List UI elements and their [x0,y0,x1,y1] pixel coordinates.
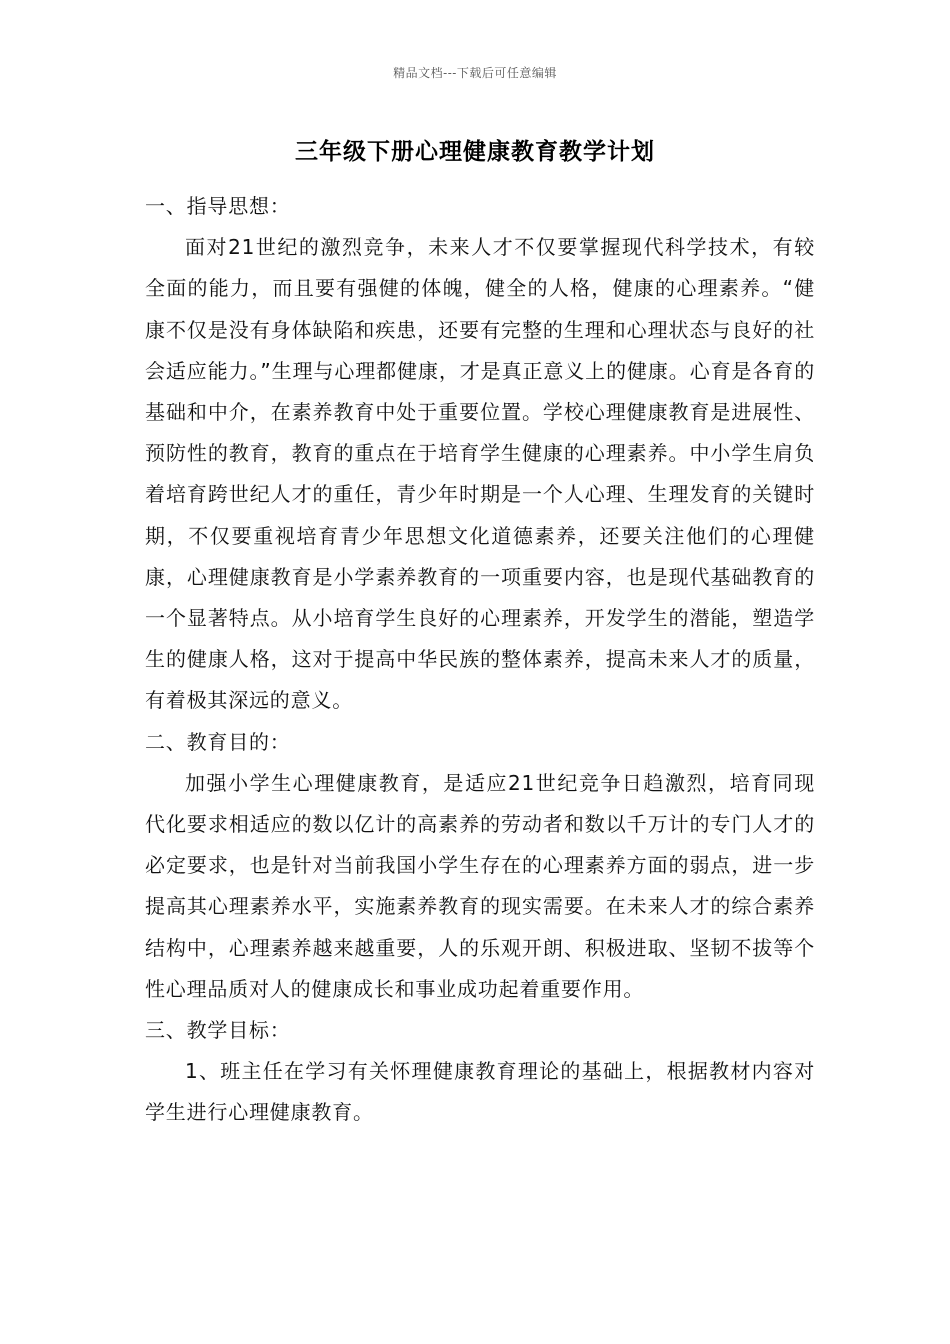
section-education-purpose [145,722,815,1010]
section-heading: 一、指导思想： [145,194,291,218]
header-note: 精品文档---下载后可任意编辑 [393,66,557,80]
section-paragraph: 1、班主任在学习有关怀理健康教育理论的基础上，根据教材内容对学生进行心理健康教育。 [145,1059,815,1125]
document-title: 三年级下册心理健康教育教学计划 [295,139,655,165]
section-heading: 二、教育目的： [145,729,291,754]
section-guiding-ideology [145,186,815,722]
section-paragraph: 加强小学生心理健康教育，是适应21世纪竞争日趋激烈，培育同现代化要求相适应的数以亿计的高素养的劳动者和数以千万计的专门人才的必定要求，也是针对当前我国小学生存在的心理素养方面的弱点，进一步提高其心理素养水平，实施素养教育的现实需要。在未来人才的综合素养结构中，心理素养越来越重要，人的乐观开朗、积极进取、坚韧不拔等个性心理品质对人的健康成长和事业成功起着重要作用。 [145,770,815,1001]
section-heading: 三、教学目标： [145,1018,291,1043]
section-paragraph: 面对21世纪的激烈竞争，未来人才不仅要掌握现代科学技术，有较全面的能力，而且要有强健的体魄，健全的人格，健康的心理素养。“健康不仅是没有身体缺陷和疾患，还要有完整的生理和心理状态与良好的社会适应能力。”生理与心理都健康，才是真正意义上的健康。心育是各育的基础和中介，在素养教育中处于重要位置。学校心理健康教育是进展性、预防性的教育，教育的重点在于培育学生健康的心理素养。中小学生肩负着培育跨世纪人才的重任，青少年时期是一个人心理、生理发育的关键时期，不仅要重视培育青少年思想文化道德素养，还要关注他们的心理健康，心理健康教育是小学素养教育的一项重要内容，也是现代基础教育的一个显著特点。从小培育学生良好的心理素养，开发学生的潜能，塑造学生的健康人格，这对于提高中华民族的整体素养，提高未来人才的质量，有着极其深远的意义。 [145,235,815,713]
section-teaching-goals [145,1010,815,1134]
document-body [145,186,815,1134]
